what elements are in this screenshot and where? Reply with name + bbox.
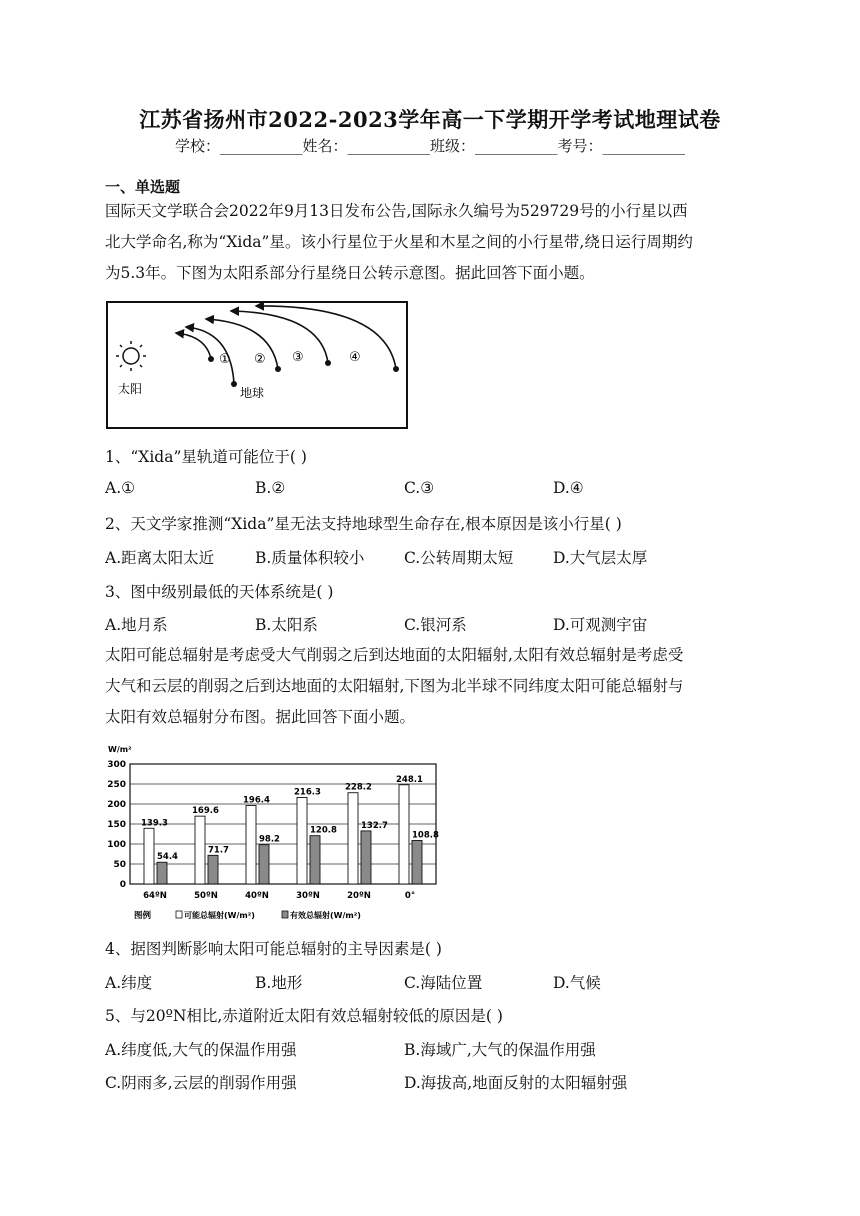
- question-3-option-a[interactable]: A.地月系: [105, 616, 168, 634]
- bar-effective: [412, 840, 422, 884]
- y-tick-label: 150: [107, 820, 126, 830]
- bar-value-label: 196.4: [243, 795, 270, 806]
- bar-value-label: 108.8: [412, 830, 439, 841]
- question-5-option-a[interactable]: A.纬度低,大气的保温作用强: [105, 1041, 297, 1059]
- bar-value-label: 248.1: [396, 774, 423, 785]
- student-info-line: 学校：___________姓名：___________班级：___________考号：___________: [174, 137, 685, 155]
- bar-possible: [348, 793, 358, 884]
- section-title: 一、单选题: [105, 178, 181, 196]
- question-5-option-d[interactable]: D.海拔高,地面反射的太阳辐射强: [404, 1074, 628, 1092]
- passage-2-line: 大气和云层的削弱之后到达地面的太阳辐射,下图为北半球不同纬度太阳可能总辐射与: [105, 677, 684, 695]
- orbit-label-1: ①: [219, 352, 231, 367]
- question-5-option-c[interactable]: C.阴雨多,云层的削弱作用强: [105, 1074, 297, 1092]
- bar-effective: [208, 855, 218, 884]
- question-1-option-b[interactable]: B.②: [255, 479, 286, 497]
- y-axis-unit: W/m²: [108, 745, 132, 754]
- y-tick-label: 0: [119, 880, 126, 890]
- question-3-option-c[interactable]: C.银河系: [404, 616, 467, 634]
- x-tick-label: 64ºN: [143, 891, 167, 901]
- question-4-option-d[interactable]: D.气候: [553, 974, 601, 992]
- bar-value-label: 132.7: [361, 820, 388, 831]
- passage-1: [105, 196, 760, 289]
- question-2-option-a[interactable]: A.距离太阳太近: [105, 549, 215, 567]
- radiation-bar-chart: [104, 742, 450, 924]
- solar-system-orbit-figure: [106, 301, 408, 429]
- passage-1-line: 国际天文学联合会2022年9月13日发布公告,国际永久编号为529729号的小行星以西: [105, 202, 688, 220]
- bar-possible: [297, 797, 307, 884]
- bar-effective: [361, 831, 371, 884]
- question-5-option-b[interactable]: B.海域广,大气的保温作用强: [404, 1041, 596, 1059]
- question-4-option-b[interactable]: B.地形: [255, 974, 303, 992]
- x-tick-label: 30ºN: [296, 891, 320, 901]
- question-4-option-a[interactable]: A.纬度: [105, 974, 153, 992]
- x-tick-label: 0°: [404, 891, 416, 901]
- question-2-option-d[interactable]: D.大气层太厚: [553, 549, 648, 567]
- y-tick-label: 200: [107, 800, 126, 810]
- question-5-stem: 5、与20ºN相比,赤道附近太阳有效总辐射较低的原因是( ): [105, 1007, 503, 1025]
- page-title: 江苏省扬州市2022-2023学年高一下学期开学考试地理试卷: [139, 107, 721, 132]
- question-2-stem: 2、天文学家推测“Xida”星无法支持地球型生命存在,根本原因是该小行星( ): [105, 515, 622, 533]
- passage-1-line: 为5.3年。下图为太阳系部分行星绕日公转示意图。据此回答下面小题。: [105, 264, 595, 282]
- x-tick-label: 20ºN: [347, 891, 371, 901]
- earth-label: 地球: [240, 386, 265, 400]
- question-2-option-b[interactable]: B.质量体积较小: [255, 549, 365, 567]
- question-1-stem: 1、“Xida”星轨道可能位于( ): [105, 448, 307, 466]
- passage-2-line: 太阳可能总辐射是考虑受大气削弱之后到达地面的太阳辐射,太阳有效总辐射是考虑受: [105, 646, 684, 664]
- y-tick-label: 300: [107, 760, 126, 770]
- bar-value-label: 98.2: [259, 834, 280, 845]
- bar-value-label: 139.3: [141, 818, 168, 829]
- y-tick-label: 50: [113, 860, 126, 870]
- passage-2-line: 太阳有效总辐射分布图。据此回答下面小题。: [105, 708, 416, 726]
- legend-title: 图例: [134, 911, 152, 921]
- bar-effective: [259, 845, 269, 884]
- bar-value-label: 71.7: [208, 845, 229, 856]
- question-3-option-d[interactable]: D.可观测宇宙: [553, 616, 648, 634]
- question-4-option-c[interactable]: C.海陆位置: [404, 974, 483, 992]
- bar-possible: [246, 805, 256, 884]
- question-1-option-a[interactable]: A.①: [105, 479, 136, 497]
- sun-label: 太阳: [118, 382, 143, 396]
- bar-possible: [399, 785, 409, 884]
- question-1-option-c[interactable]: C.③: [404, 479, 435, 497]
- x-tick-label: 40ºN: [245, 891, 269, 901]
- bar-value-label: 228.2: [345, 782, 372, 793]
- y-tick-label: 100: [107, 840, 126, 850]
- question-1-option-d[interactable]: D.④: [553, 479, 584, 497]
- bar-value-label: 120.8: [310, 825, 337, 836]
- legend-swatch-possible: [176, 911, 182, 918]
- bar-value-label: 169.6: [192, 806, 219, 817]
- x-tick-label: 50ºN: [194, 891, 218, 901]
- passage-1-line: 北大学命名,称为“Xida”星。该小行星位于火星和木星之间的小行星带,绕日运行周期约: [105, 233, 693, 251]
- legend-label-possible: 可能总辐射(W/m²): [184, 911, 255, 920]
- question-3-stem: 3、图中级别最低的天体系统是( ): [105, 583, 334, 601]
- question-3-option-b[interactable]: B.太阳系: [255, 616, 318, 634]
- bar-possible: [195, 816, 205, 884]
- bar-effective: [310, 836, 320, 884]
- legend-swatch-effective: [282, 911, 288, 918]
- question-4-stem: 4、据图判断影响太阳可能总辐射的主导因素是( ): [105, 940, 442, 958]
- orbit-label-4: ④: [349, 350, 361, 365]
- bar-effective: [157, 862, 167, 884]
- orbit-label-2: ②: [254, 352, 266, 367]
- orbit-label-3: ③: [292, 350, 304, 365]
- bar-possible: [144, 828, 154, 884]
- legend-label-effective: 有效总辐射(W/m²): [290, 911, 361, 920]
- bar-value-label: 54.4: [157, 852, 178, 863]
- y-tick-label: 250: [107, 780, 126, 790]
- bar-value-label: 216.3: [294, 787, 321, 798]
- question-2-option-c[interactable]: C.公转周期太短: [404, 549, 514, 567]
- passage-2: [105, 640, 760, 733]
